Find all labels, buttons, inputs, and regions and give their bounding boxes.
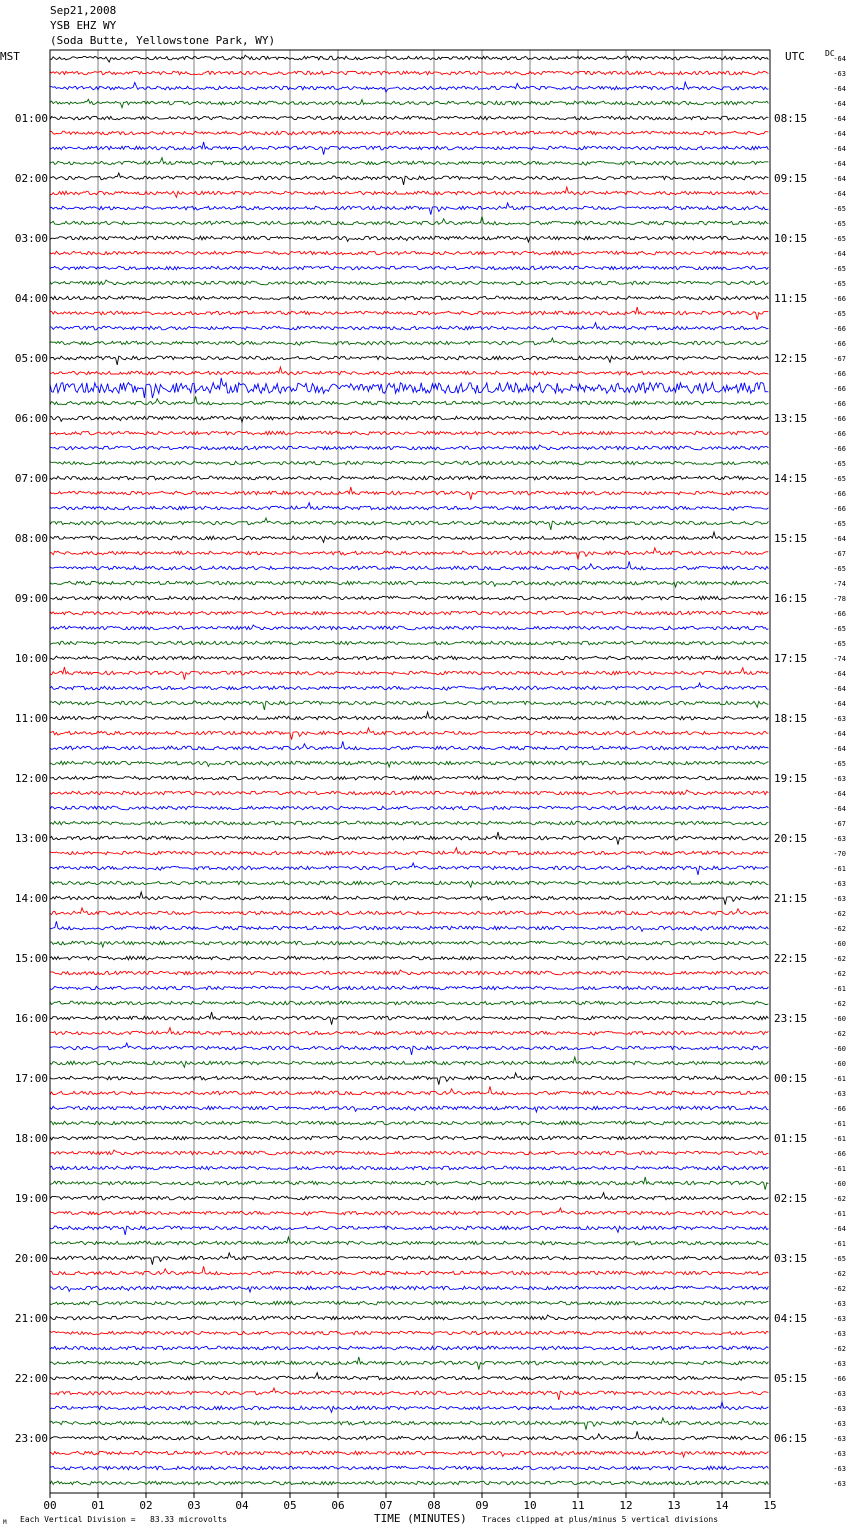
trace-row-42	[50, 683, 768, 690]
dc-offset-value: -66	[833, 370, 846, 378]
trace-row-68	[50, 1073, 768, 1085]
dc-offset-value: -65	[833, 265, 846, 273]
dc-offset-value: -65	[833, 220, 846, 228]
dc-offset-value: -63	[833, 1330, 846, 1338]
dc-offset-value: -64	[833, 535, 846, 543]
dc-offset-value: -62	[833, 1030, 846, 1038]
trace-row-62	[50, 986, 768, 990]
dc-offset-value: -63	[833, 775, 846, 783]
trace-row-69	[50, 1086, 768, 1095]
trace-row-10	[50, 203, 768, 215]
dc-offset-value: -62	[833, 925, 846, 933]
dc-offset-value: -64	[833, 145, 846, 153]
mst-hour-label: 16:00	[14, 1012, 48, 1025]
dc-offset-value: -65	[833, 460, 846, 468]
dc-offset-value: -78	[833, 595, 846, 603]
mst-hour-label: 05:00	[14, 352, 48, 365]
trace-row-52	[50, 832, 768, 845]
trace-row-18	[50, 323, 768, 330]
mst-hour-label: 10:00	[14, 652, 48, 665]
utc-hour-label: 16:15	[774, 592, 808, 605]
dc-offset-value: -61	[833, 865, 846, 873]
dc-offset-value: -61	[833, 1135, 846, 1143]
utc-hour-label: 19:15	[774, 772, 808, 785]
dc-offset-value: -67	[833, 550, 846, 558]
dc-offset-value: -62	[833, 970, 846, 978]
dc-offset-value: -63	[833, 880, 846, 888]
left-timezone-label: MST	[0, 50, 20, 63]
dc-offset-value: -66	[833, 385, 846, 393]
dc-offset-value: -63	[833, 70, 846, 78]
x-tick-label: 03	[187, 1499, 201, 1512]
utc-hour-label: 22:15	[774, 952, 808, 965]
trace-row-11	[50, 216, 768, 225]
dc-offset-value: -65	[833, 640, 846, 648]
trace-row-27	[50, 461, 768, 465]
trace-row-59	[50, 941, 768, 947]
utc-hour-label: 17:15	[774, 652, 808, 665]
dc-offset-value: -63	[833, 1480, 846, 1488]
dc-offset-value: -63	[833, 1405, 846, 1413]
trace-row-61	[50, 970, 768, 975]
trace-row-57	[50, 908, 768, 915]
trace-row-32	[50, 532, 768, 542]
dc-offset-value: -63	[833, 895, 846, 903]
trace-row-86	[50, 1346, 768, 1350]
trace-row-20	[50, 356, 768, 365]
trace-row-3	[50, 99, 768, 107]
dc-offset-value: -61	[833, 985, 846, 993]
dc-offset-value: -64	[833, 85, 846, 93]
trace-row-1	[50, 71, 768, 75]
trace-row-88	[50, 1373, 768, 1381]
x-tick-label: 07	[379, 1499, 393, 1512]
trace-row-72	[50, 1136, 768, 1140]
dc-offset-value: -63	[833, 1090, 846, 1098]
utc-hour-label: 02:15	[774, 1192, 808, 1205]
dc-offset-labels	[833, 55, 846, 1488]
seismic-traces	[50, 55, 768, 1485]
trace-row-8	[50, 173, 768, 185]
x-axis-title: TIME (MINUTES)	[374, 1512, 467, 1525]
trace-row-0	[50, 55, 768, 62]
utc-hour-label: 06:15	[774, 1432, 808, 1445]
dc-offset-value: -65	[833, 625, 846, 633]
trace-row-7	[50, 158, 768, 166]
dc-offset-value: -74	[833, 580, 846, 588]
trace-row-90	[50, 1402, 768, 1412]
dc-offset-value: -64	[833, 55, 846, 63]
mst-hour-label: 04:00	[14, 292, 48, 305]
x-tick-label: 04	[235, 1499, 249, 1512]
trace-row-93	[50, 1451, 768, 1457]
utc-hour-label: 14:15	[774, 472, 808, 485]
x-tick-label: 08	[427, 1499, 441, 1512]
mst-hour-label: 20:00	[14, 1252, 48, 1265]
trace-row-81	[50, 1266, 768, 1275]
dc-offset-value: -66	[833, 490, 846, 498]
dc-offset-value: -70	[833, 850, 846, 858]
utc-hour-label: 08:15	[774, 112, 808, 125]
utc-hour-label: 11:15	[774, 292, 808, 305]
trace-row-54	[50, 863, 768, 875]
dc-offset-value: -66	[833, 295, 846, 303]
trace-row-12	[50, 236, 768, 242]
mst-hour-label: 12:00	[14, 772, 48, 785]
trace-row-77	[50, 1208, 768, 1215]
trace-row-26	[50, 445, 768, 450]
dc-offset-value: -63	[833, 1450, 846, 1458]
trace-row-2	[50, 82, 768, 92]
trace-row-82	[50, 1286, 768, 1292]
trace-row-94	[50, 1466, 768, 1470]
dc-offset-value: -65	[833, 235, 846, 243]
trace-row-66	[50, 1043, 768, 1055]
x-tick-label: 05	[283, 1499, 297, 1512]
dc-offset-value: -61	[833, 1075, 846, 1083]
trace-row-40	[50, 656, 768, 660]
dc-offset-value: -63	[833, 1435, 846, 1443]
x-tick-label: 13	[667, 1499, 681, 1512]
dc-offset-value: -62	[833, 1345, 846, 1353]
mst-hour-label: 22:00	[14, 1372, 48, 1385]
dc-offset-value: -62	[833, 955, 846, 963]
trace-row-50	[50, 806, 768, 810]
trace-row-35	[50, 581, 768, 587]
dc-offset-value: -66	[833, 415, 846, 423]
right-timezone-label: UTC	[785, 50, 805, 63]
dc-offset-value: -66	[833, 1375, 846, 1383]
trace-row-17	[50, 307, 768, 320]
trace-row-46	[50, 741, 768, 750]
dc-offset-value: -64	[833, 250, 846, 258]
trace-row-65	[50, 1028, 768, 1036]
dc-offset-value: -63	[833, 1360, 846, 1368]
x-tick-label: 06	[331, 1499, 345, 1512]
x-tick-label: 11	[571, 1499, 585, 1512]
utc-hour-label: 12:15	[774, 352, 808, 365]
trace-row-58	[50, 921, 768, 931]
trace-row-21	[50, 367, 768, 375]
dc-offset-value: -67	[833, 355, 846, 363]
utc-hour-label: 20:15	[774, 832, 808, 845]
station-location: (Soda Butte, Yellowstone Park, WY)	[50, 34, 276, 47]
dc-offset-value: -62	[833, 910, 846, 918]
dc-offset-value: -64	[833, 130, 846, 138]
trace-row-6	[50, 142, 768, 155]
dc-offset-value: -62	[833, 1000, 846, 1008]
dc-offset-value: -60	[833, 1015, 846, 1023]
dc-offset-header: DC	[825, 49, 835, 58]
trace-row-78	[50, 1226, 768, 1235]
trace-row-23	[50, 396, 768, 405]
scale-note: Each Vertical Division = 83.33 microvolts	[20, 1515, 228, 1524]
mst-hour-label: 09:00	[14, 592, 48, 605]
dc-offset-value: -64	[833, 160, 846, 168]
dc-offset-value: -66	[833, 340, 846, 348]
dc-offset-value: -66	[833, 1105, 846, 1113]
dc-offset-value: -63	[833, 1420, 846, 1428]
trace-row-15	[50, 280, 768, 285]
dc-offset-value: -66	[833, 610, 846, 618]
trace-row-47	[50, 761, 768, 767]
dc-offset-value: -65	[833, 310, 846, 318]
mst-hour-label: 14:00	[14, 892, 48, 905]
utc-hour-label: 01:15	[774, 1132, 808, 1145]
corner-mark: M	[3, 1519, 7, 1526]
dc-offset-value: -74	[833, 655, 846, 663]
x-axis-ticks	[43, 1493, 776, 1512]
dc-offset-value: -63	[833, 1315, 846, 1323]
trace-row-45	[50, 728, 768, 740]
dc-offset-value: -64	[833, 685, 846, 693]
trace-row-39	[50, 641, 768, 645]
dc-offset-value: -60	[833, 1180, 846, 1188]
trace-row-4	[50, 116, 768, 120]
trace-row-9	[50, 187, 768, 197]
x-tick-label: 12	[619, 1499, 633, 1512]
dc-offset-value: -63	[833, 715, 846, 723]
x-tick-label: 15	[763, 1499, 777, 1512]
trace-row-24	[50, 416, 768, 422]
trace-row-28	[50, 476, 768, 480]
trace-row-43	[50, 701, 768, 710]
utc-hour-label: 04:15	[774, 1312, 808, 1325]
trace-row-85	[50, 1331, 768, 1335]
dc-offset-value: -61	[833, 1120, 846, 1128]
dc-offset-value: -64	[833, 175, 846, 183]
dc-offset-value: -64	[833, 790, 846, 798]
utc-hour-label: 18:15	[774, 712, 808, 725]
utc-hour-label: 15:15	[774, 532, 808, 545]
dc-offset-value: -63	[833, 1465, 846, 1473]
utc-hour-label: 05:15	[774, 1372, 808, 1385]
trace-row-25	[50, 431, 768, 435]
trace-row-83	[50, 1301, 768, 1305]
utc-hour-label: 23:15	[774, 1012, 808, 1025]
trace-row-51	[50, 821, 768, 825]
trace-row-34	[50, 561, 768, 570]
trace-row-22	[50, 378, 768, 398]
trace-row-91	[50, 1418, 768, 1430]
dc-offset-value: -65	[833, 760, 846, 768]
trace-row-63	[50, 1001, 768, 1005]
trace-row-44	[50, 712, 768, 720]
x-tick-label: 10	[523, 1499, 537, 1512]
mst-hour-label: 07:00	[14, 472, 48, 485]
mst-hour-label: 13:00	[14, 832, 48, 845]
dc-offset-value: -64	[833, 1225, 846, 1233]
dc-offset-value: -60	[833, 1045, 846, 1053]
trace-row-14	[50, 266, 768, 270]
dc-offset-value: -64	[833, 700, 846, 708]
trace-row-87	[50, 1357, 768, 1370]
trace-row-5	[50, 131, 768, 135]
trace-row-38	[50, 625, 768, 630]
utc-hour-label: 00:15	[774, 1072, 808, 1085]
dc-offset-value: -63	[833, 1390, 846, 1398]
x-tick-label: 01	[91, 1499, 105, 1512]
trace-row-33	[50, 548, 768, 560]
trace-row-31	[50, 518, 768, 530]
dc-offset-value: -64	[833, 670, 846, 678]
trace-row-95	[50, 1481, 768, 1485]
trace-row-36	[50, 596, 768, 600]
dc-offset-value: -65	[833, 280, 846, 288]
trace-row-60	[50, 956, 768, 960]
dc-offset-value: -64	[833, 805, 846, 813]
trace-row-89	[50, 1388, 768, 1400]
dc-offset-value: -65	[833, 1255, 846, 1263]
dc-offset-value: -64	[833, 115, 846, 123]
dc-offset-value: -65	[833, 205, 846, 213]
trace-row-37	[50, 611, 768, 615]
trace-row-76	[50, 1193, 768, 1200]
utc-hour-label: 10:15	[774, 232, 808, 245]
trace-row-55	[50, 881, 768, 887]
trace-row-75	[50, 1177, 768, 1190]
utc-hour-label: 03:15	[774, 1252, 808, 1265]
mst-hour-label: 18:00	[14, 1132, 48, 1145]
dc-offset-value: -66	[833, 505, 846, 513]
trace-row-92	[50, 1431, 768, 1440]
dc-offset-value: -66	[833, 430, 846, 438]
trace-row-41	[50, 667, 768, 680]
mst-hour-label: 03:00	[14, 232, 48, 245]
dc-offset-value: -65	[833, 520, 846, 528]
dc-offset-value: -67	[833, 820, 846, 828]
trace-row-80	[50, 1253, 768, 1265]
dc-offset-value: -61	[833, 1165, 846, 1173]
utc-hour-label: 13:15	[774, 412, 808, 425]
dc-offset-value: -65	[833, 475, 846, 483]
x-tick-label: 02	[139, 1499, 153, 1512]
trace-row-73	[50, 1150, 768, 1155]
dc-offset-value: -63	[833, 1300, 846, 1308]
mst-hour-label: 21:00	[14, 1312, 48, 1325]
trace-row-19	[50, 338, 768, 345]
trace-row-64	[50, 1012, 768, 1025]
dc-offset-value: -63	[833, 835, 846, 843]
trace-row-53	[50, 848, 768, 855]
clip-note: Traces clipped at plus/minus 5 vertical divisions	[482, 1515, 719, 1524]
trace-row-70	[50, 1106, 768, 1112]
trace-row-71	[50, 1121, 768, 1125]
mst-hour-label: 15:00	[14, 952, 48, 965]
trace-row-79	[50, 1237, 768, 1245]
utc-hour-label: 09:15	[774, 172, 808, 185]
dc-offset-value: -64	[833, 745, 846, 753]
station-code: YSB EHZ WY	[50, 19, 117, 32]
dc-offset-value: -66	[833, 445, 846, 453]
mst-hour-label: 02:00	[14, 172, 48, 185]
utc-hour-label: 21:15	[774, 892, 808, 905]
dc-offset-value: -60	[833, 1060, 846, 1068]
x-tick-label: 09	[475, 1499, 489, 1512]
chart-date: Sep21,2008	[50, 4, 117, 17]
minute-gridlines	[98, 50, 722, 1493]
dc-offset-value: -61	[833, 1210, 846, 1218]
dc-offset-value: -64	[833, 190, 846, 198]
trace-row-74	[50, 1166, 768, 1170]
mst-hour-label: 01:00	[14, 112, 48, 125]
dc-offset-value: -62	[833, 1270, 846, 1278]
dc-offset-value: -60	[833, 940, 846, 948]
dc-offset-value: -62	[833, 1195, 846, 1203]
mst-hour-label: 08:00	[14, 532, 48, 545]
x-tick-label: 14	[715, 1499, 729, 1512]
trace-row-84	[50, 1315, 768, 1320]
mst-hour-label: 11:00	[14, 712, 48, 725]
dc-offset-value: -65	[833, 565, 846, 573]
dc-offset-value: -66	[833, 325, 846, 333]
dc-offset-value: -62	[833, 1285, 846, 1293]
trace-row-16	[50, 296, 768, 300]
dc-offset-value: -64	[833, 730, 846, 738]
trace-row-30	[50, 503, 768, 511]
mst-hour-label: 17:00	[14, 1072, 48, 1085]
dc-offset-value: -66	[833, 400, 846, 408]
x-tick-label: 00	[43, 1499, 57, 1512]
trace-row-13	[50, 251, 768, 255]
dc-offset-value: -61	[833, 1240, 846, 1248]
trace-row-67	[50, 1057, 768, 1067]
dc-offset-value: -66	[833, 1150, 846, 1158]
plot-frame	[50, 50, 770, 1493]
mst-hour-label: 06:00	[14, 412, 48, 425]
trace-row-29	[50, 487, 768, 500]
trace-row-49	[50, 790, 768, 795]
trace-row-56	[50, 892, 768, 905]
mst-hour-label: 19:00	[14, 1192, 48, 1205]
dc-offset-value: -64	[833, 100, 846, 108]
mst-hour-label: 23:00	[14, 1432, 48, 1445]
trace-row-48	[50, 776, 768, 780]
